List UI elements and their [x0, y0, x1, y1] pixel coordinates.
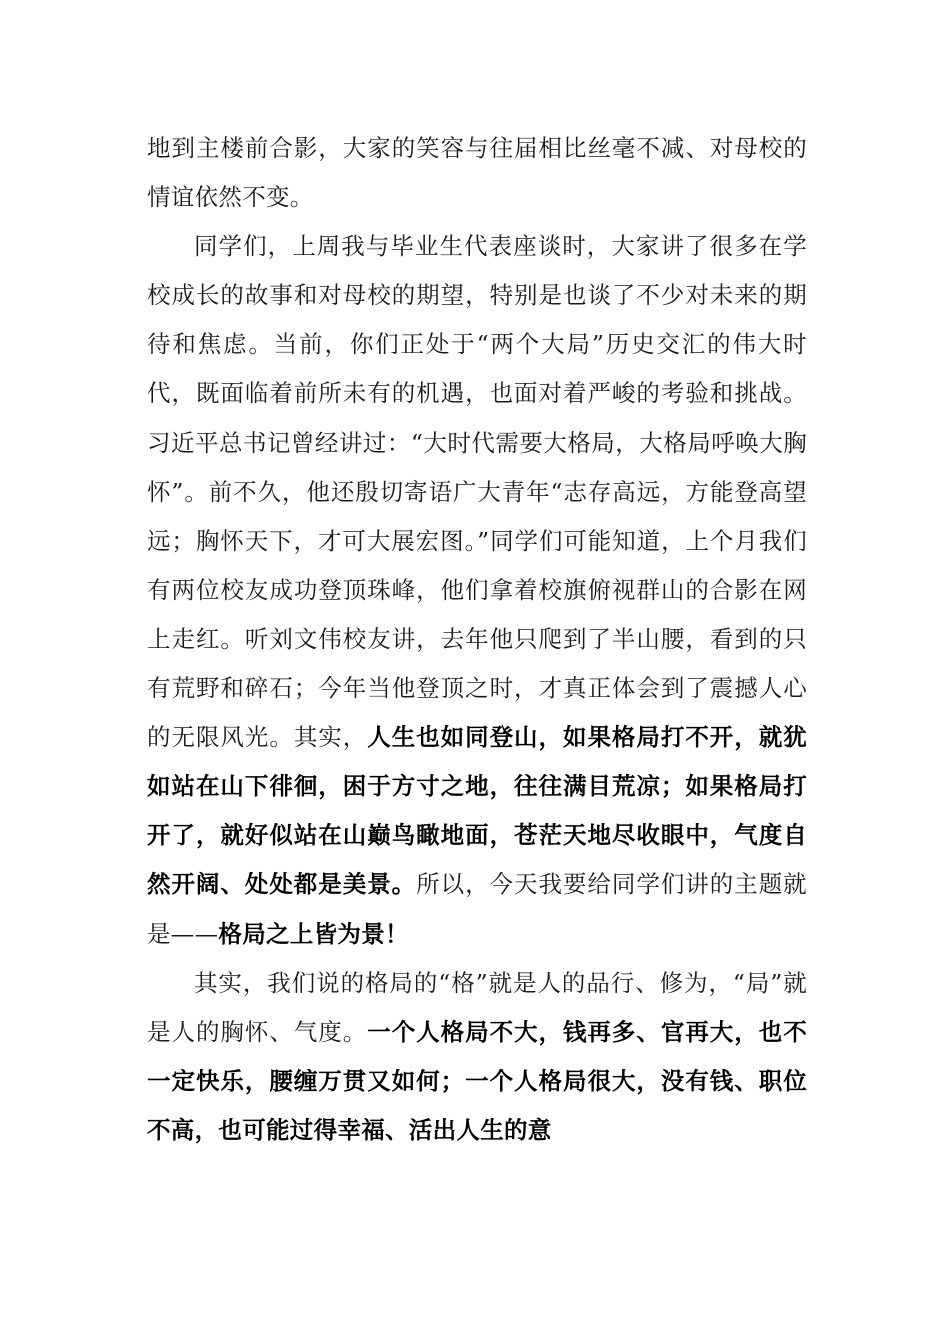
paragraph-2	[147, 222, 807, 958]
text-run: 所以，今天我要给同学们讲的主题就是——	[147, 870, 807, 948]
text-run: 同学们，上周我与毕业生代表座谈时，大家讲了很多在学校成长的故事和对母校的期望，特别是也谈了不少对未来的期待和焦虑。当前，你们正处于“两个大局”历史交汇的伟大时代，既面临着前所未有的机遇，也面对着严峻的考验和挑战。习近平总书记曾经讲过：“大时代需要大格局，大格局呼唤大胸怀”。前不久，他还殷切寄语广大青年“志存高远，方能登高望远；胸怀天下，才可大展宏图。”同学们可能知道，上个月我们有两位校友成功登顶珠峰，他们拿着校旗俯视群山的合影在网上走红。听刘文伟校友讲，去年他只爬到了半山腰，看到的只有荒野和碎石；今年当他登顶之时，才真正体会到了震撼人心的无限风光。其实，	[147, 232, 807, 752]
text-run: 其实，我们说的格局的“格”就是人的品行、修为，“局”就是人的胸怀、气度。	[147, 968, 807, 1046]
paragraph-1	[147, 124, 807, 222]
bold-text-run: 人生也如同登山，如果格局打不开，就犹如站在山下徘徊，困于方寸之地，往往满目荒凉；如果格局打开了，就好似站在山巅鸟瞰地面，苍茫天地尽收眼中，气度自然开阔、处处都是美景。	[147, 723, 808, 899]
text-run: 地到主楼前合影，大家的笑容与往届相比丝毫不减、对母校的情谊依然不变。	[147, 134, 807, 212]
paragraph-3	[147, 959, 807, 1155]
bold-text-run: 一个人格局不大，钱再多、官再大，也不一定快乐，腰缠万贯又如何；一个人格局很大，没有钱、职位不高，也可能过得幸福、活出人生的意	[147, 1017, 808, 1144]
bold-theme-title: 格局之上皆为景！	[218, 919, 409, 948]
body-text	[147, 124, 807, 1155]
